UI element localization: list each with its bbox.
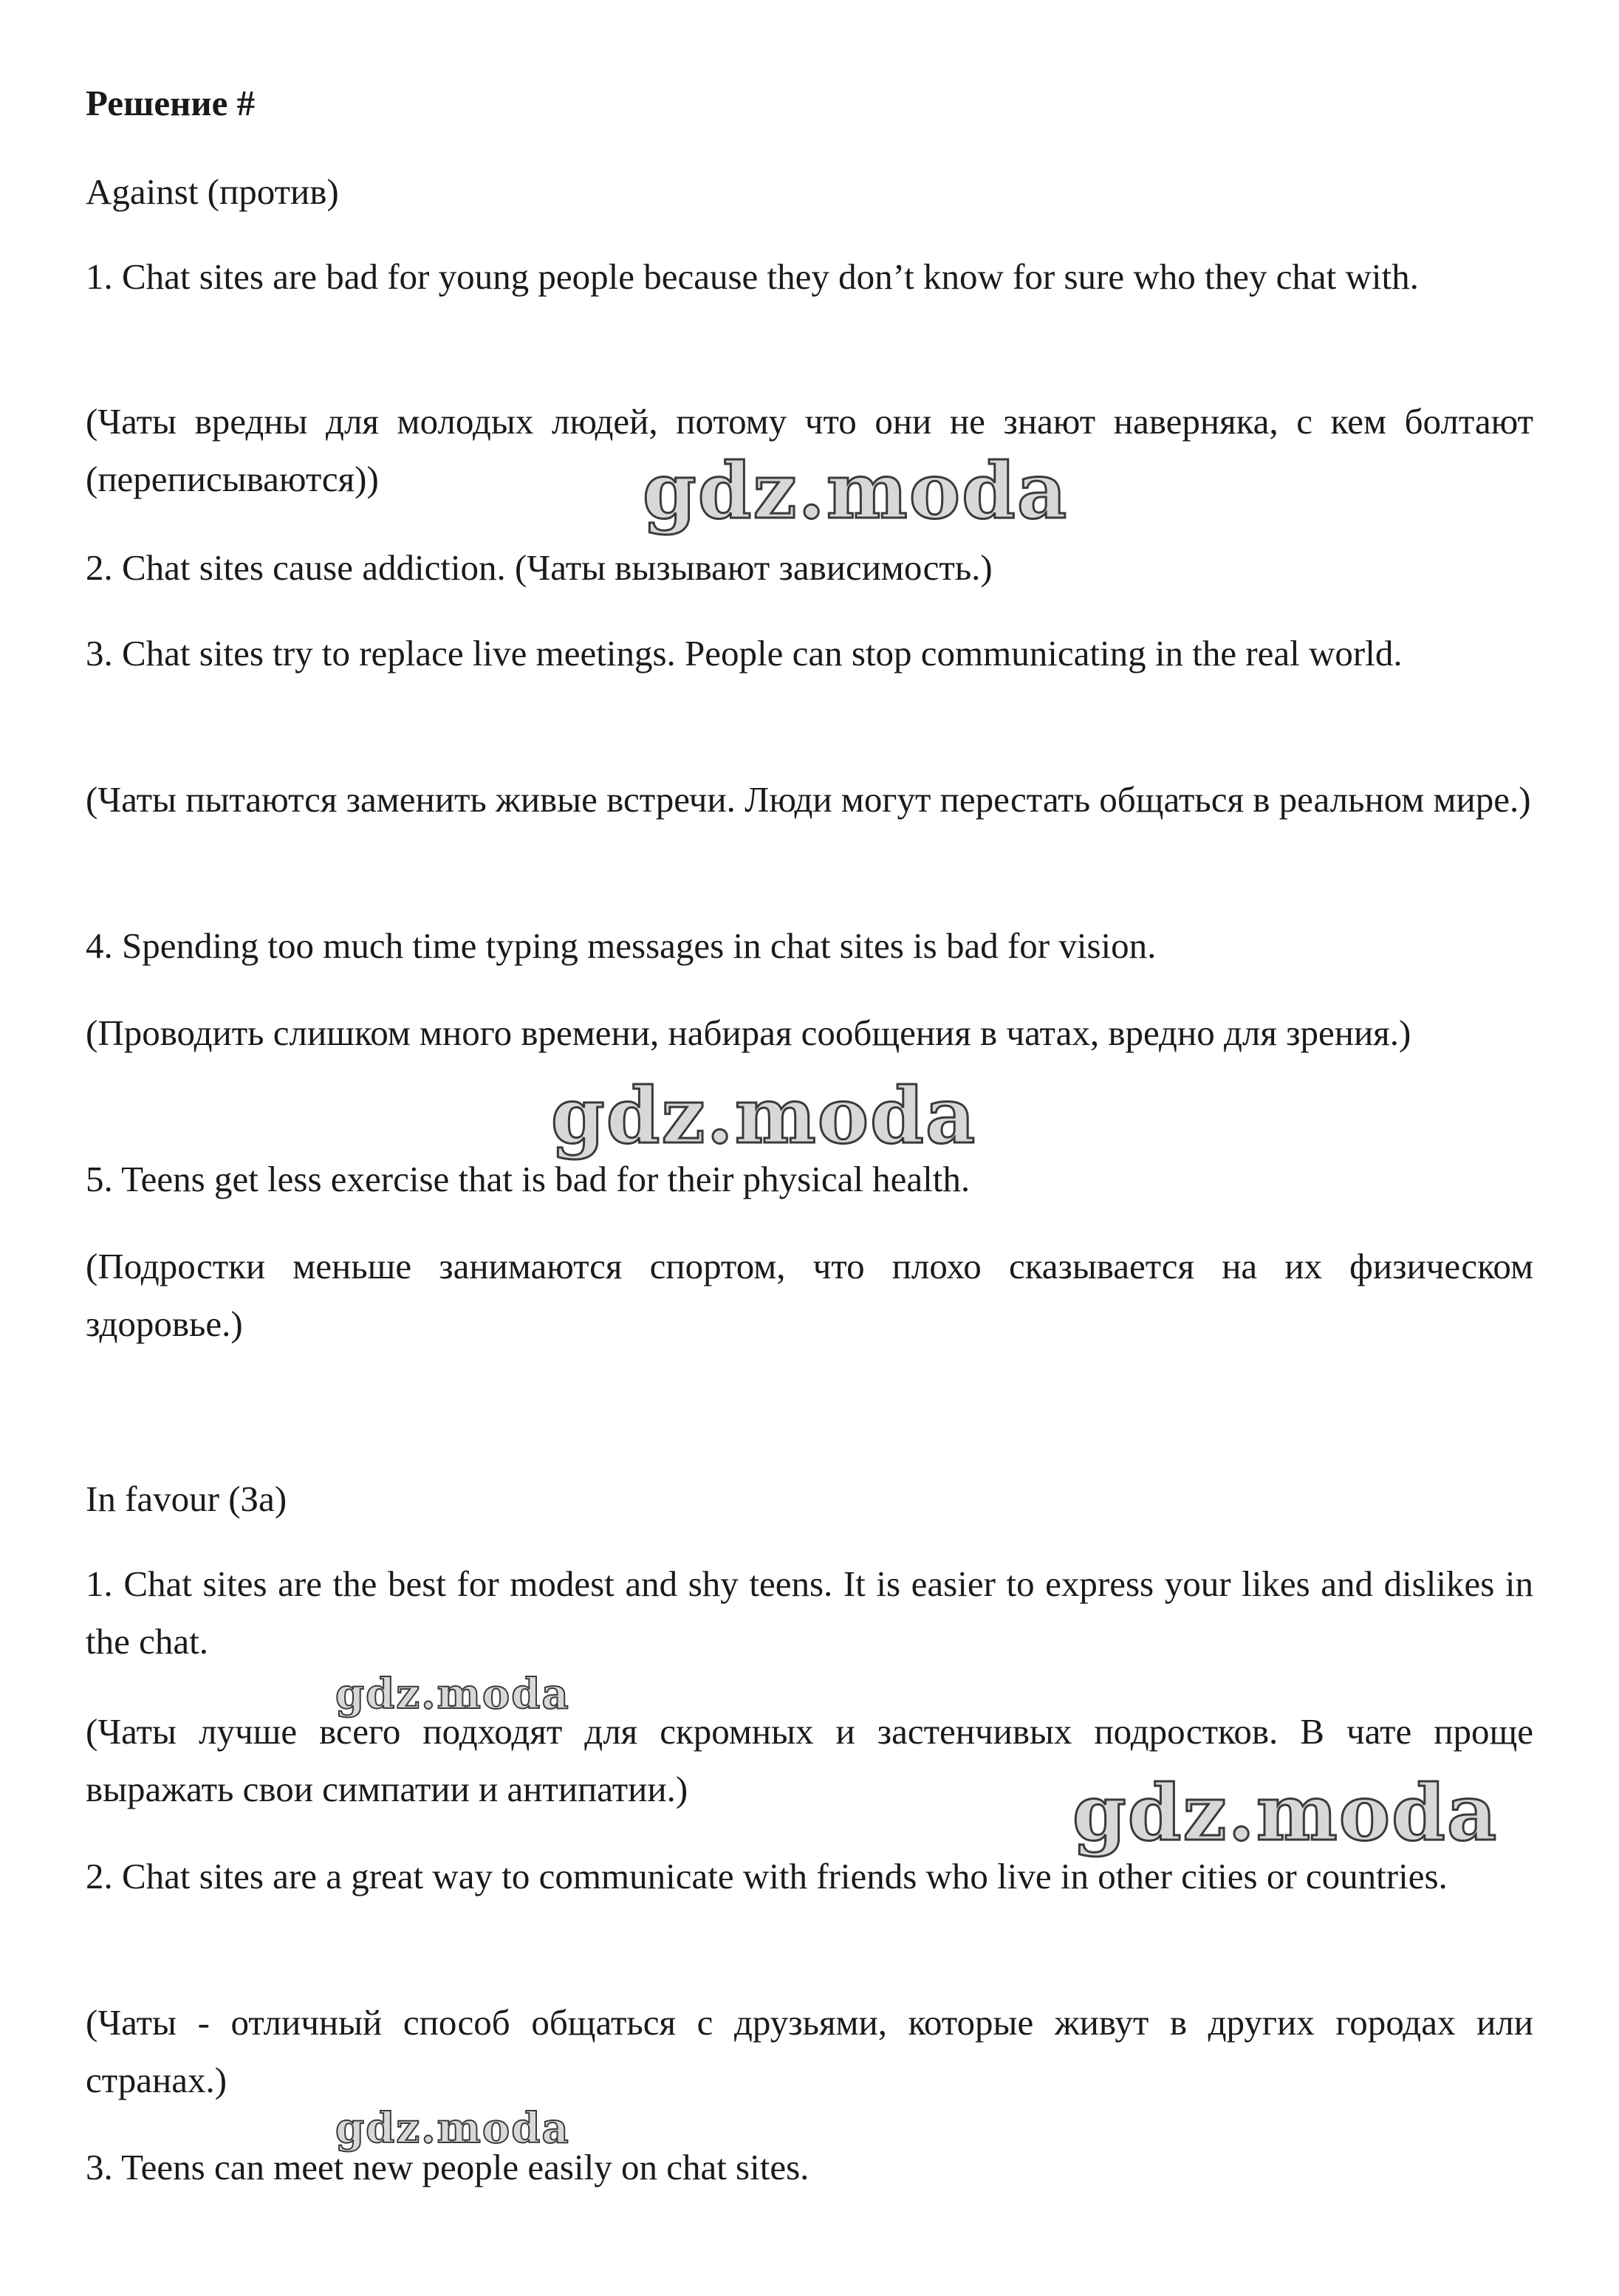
- against-item-4-en: 4. Spending too much time typing messages in chat sites is bad for vision.: [86, 925, 1157, 966]
- against-item-5-en: 5. Teens get less exercise that is bad for their physical health.: [86, 1159, 971, 1199]
- watermark-logo: gdz.moda: [335, 1670, 570, 1718]
- favour-item-3-en: 3. Teens can meet new people easily on chat sites.: [86, 2147, 810, 2187]
- against-item-1-ru: (Чаты вредны для молодых людей, потому что они не знают наверняка, с кем болтают (переписываются)): [86, 401, 1533, 499]
- against-title: Against (против): [86, 171, 339, 212]
- solution-heading: Решение #: [86, 83, 256, 123]
- favour-item-2-ru: (Чаты - отличный способ общаться с друзьями, которые живут в других городах или странах.): [86, 2002, 1533, 2100]
- against-item-4-ru: (Проводить слишком много времени, набирая сообщения в чатах, вредно для зрения.): [86, 1012, 1411, 1053]
- favour-item-2-en: 2. Chat sites are a great way to communicate with friends who live in other cities or countries.: [86, 1856, 1448, 1896]
- favour-title: In favour (За): [86, 1478, 287, 1519]
- favour-item-1-en: 1. Chat sites are the best for modest and shy teens. It is easier to express your likes and dislikes in the chat.: [86, 1563, 1533, 1662]
- against-item-3-en: 3. Chat sites try to replace live meetings. People can stop communicating in the real world.: [86, 633, 1403, 674]
- against-item-2-en: 2. Chat sites cause addiction. (Чаты вызывают зависимость.): [86, 547, 993, 588]
- favour-item-1-ru: (Чаты лучше всего подходят для скромных и застенчивых подростков. В чате проще выражать свои симпатии и антипатии.): [86, 1711, 1533, 1809]
- watermark-logo: gdz.moda: [1072, 1767, 1499, 1858]
- against-item-5-ru: (Подростки меньше занимаются спортом, что плохо сказывается на их физическом здоровье.): [86, 1246, 1533, 1344]
- watermark-logo: gdz.moda: [335, 2104, 570, 2153]
- watermark-logo: gdz.moda: [643, 445, 1069, 536]
- against-item-3-ru: (Чаты пытаются заменить живые встречи. Люди могут перестать общаться в реальном мире.): [86, 779, 1531, 820]
- against-item-1-en: 1. Chat sites are bad for young people because they don’t know for sure who they chat with.: [86, 256, 1419, 297]
- watermark-logo: gdz.moda: [551, 1070, 977, 1161]
